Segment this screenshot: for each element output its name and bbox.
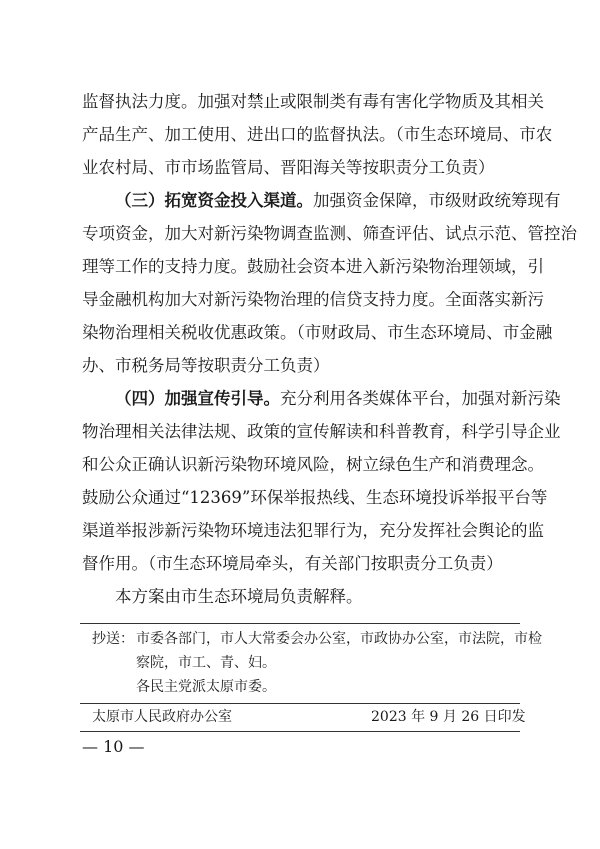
section-heading: （四）加强宣传引导。	[115, 389, 280, 408]
text-line: 充分利用各类媒体平台，加强对新污染	[280, 389, 561, 408]
paragraph-first-line	[82, 189, 561, 213]
text-line: 专项资金，加大对新污染物调查监测、筛查评估、试点示范、管控治	[82, 224, 577, 243]
text-line: 鼓励公众通过“12369”环保举报热线、生态环境投诉举报平台等	[82, 488, 548, 507]
footer-top-rule	[80, 623, 520, 624]
text-line: 物治理相关法律法规、政策的宣传解读和科普教育，科学引导企业	[82, 422, 561, 441]
text-line: 本方案由市生态环境局负责解释。	[115, 587, 363, 606]
cc-line: 各民主党派太原市委。	[136, 679, 276, 695]
text-line: 和公众正确认识新污染物环境风险，树立绿色生产和消费理念。	[82, 455, 544, 474]
text-line: 渠道举报涉新污染物环境违法犯罪行为，充分发挥社会舆论的监	[82, 521, 544, 540]
cc-line: 市委各部门，市人大常委会办公室，市政协办公室，市法院，市检	[136, 631, 542, 647]
paragraph-first-line	[82, 387, 561, 411]
text-line: 加强资金保障，市级财政统筹现有	[313, 191, 561, 210]
footer-bottom-rule	[80, 731, 520, 732]
text-line: 染物治理相关税收优惠政策。（市财政局、市生态环境局、市金融	[82, 323, 553, 342]
text-line: 理等工作的支持力度。鼓励社会资本进入新污染物治理领域，引	[82, 257, 544, 276]
text-line: 督作用。（市生态环境局牵头，有关部门按职责分工负责）	[82, 554, 503, 573]
text-line: 监督执法力度。加强对禁止或限制类有毒有害化学物质及其相关	[82, 92, 544, 111]
issuer: 太原市人民政府办公室	[92, 709, 232, 725]
section-heading: （三）拓宽资金投入渠道。	[115, 191, 313, 210]
text-line: 导金融机构加大对新污染物治理的信贷支持力度。全面落实新污	[82, 290, 544, 309]
cc-label: 抄送：	[92, 631, 134, 647]
cc-line: 察院，市工、青、妇。	[136, 655, 276, 671]
issue-date: 2023 年 9 月 26 日印发	[371, 709, 526, 725]
text-line: 产品生产、加工使用、进出口的监督执法。（市生态环境局、市农	[82, 125, 553, 144]
page-number: — 10 —	[82, 737, 145, 756]
text-line: 业农村局、市市场监管局、晋阳海关等按职责分工负责）	[82, 158, 495, 177]
text-line: 办、市税务局等按职责分工负责）	[82, 356, 330, 375]
footer-middle-rule	[80, 703, 520, 704]
